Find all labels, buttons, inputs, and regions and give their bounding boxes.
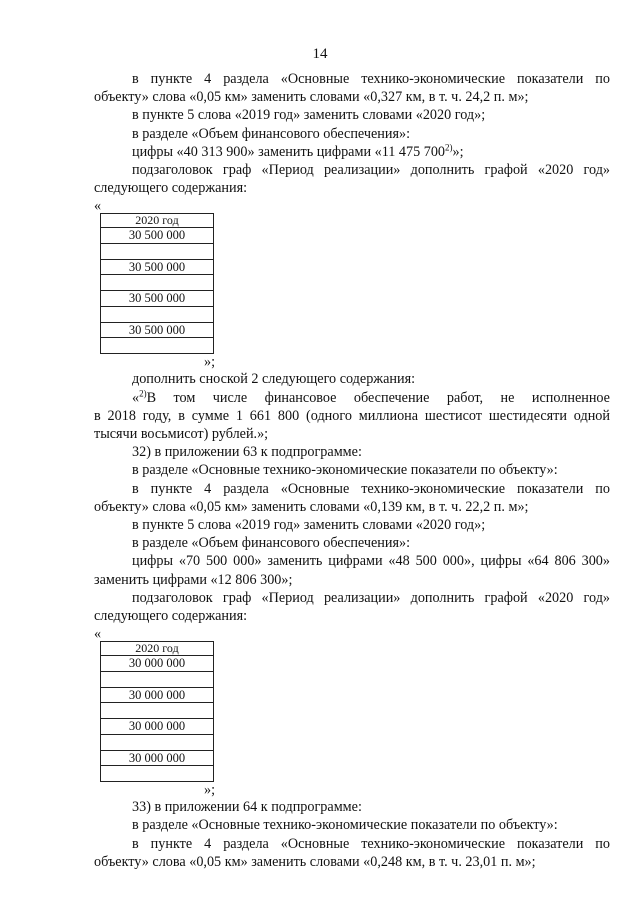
table-cell-empty: [101, 703, 214, 719]
table-cell: 30 500 000: [101, 291, 214, 307]
paragraph-line: в разделе «Основные технико-экономические показатели по объекту»:: [132, 817, 558, 834]
text-span: цифры «40 313 900» заменить цифрами «11 475 700: [132, 143, 446, 160]
paragraph-line: в пункте 4 раздела «Основные технико-экономические показатели по: [132, 835, 610, 852]
table-2020-2: [100, 641, 214, 782]
quote-close: »;: [204, 782, 216, 799]
text-span: В том числе финансовое обеспечение работ, не исполненное: [146, 389, 610, 406]
table-cell: 30 000 000: [101, 687, 214, 703]
table-2020-2-wrapper: [100, 641, 610, 782]
table-cell-empty: [101, 306, 214, 322]
paragraph-line: подзаголовок граф «Период реализации» дополнить графой «2020 год»: [132, 589, 610, 606]
footnote-mark: 2): [445, 142, 453, 153]
paragraph-line: в пункте 4 раздела «Основные технико-экономические показатели по: [132, 71, 610, 87]
footnote-mark: 2): [139, 387, 147, 398]
table-2020-1-wrapper: [100, 213, 610, 354]
paragraph-line: следующего содержания:: [94, 180, 248, 197]
quote-open: «: [94, 626, 102, 643]
table-cell-empty: [101, 338, 214, 354]
table-cell: 30 500 000: [101, 228, 214, 244]
paragraph-line: объекту» слова «0,05 км» заменить словами «0,248 км, в т. ч. 23,01 п. м»;: [94, 853, 536, 870]
paragraph-line: [94, 389, 610, 407]
paragraph-line: в пункте 5 слова «2019 год» заменить словами «2020 год»;: [132, 517, 486, 534]
paragraph-line: в разделе «Основные технико-экономические показатели по объекту»:: [132, 462, 558, 479]
page-number: 14: [312, 46, 328, 62]
paragraph-line: дополнить сноской 2 следующего содержания:: [132, 371, 416, 388]
paragraph-line: заменить цифрами «12 806 300»;: [94, 571, 293, 588]
table-cell: 30 000 000: [101, 750, 214, 766]
paragraph-line: подзаголовок граф «Период реализации» дополнить графой «2020 год»: [132, 162, 610, 179]
table-cell: 30 000 000: [101, 719, 214, 735]
paragraph-line: объекту» слова «0,05 км» заменить словами «0,327 км, в т. ч. 24,2 п. м»;: [94, 89, 529, 106]
paragraph-line: в пункте 4 раздела «Основные технико-экономические показатели по: [132, 480, 610, 497]
table-header-cell: 2020 год: [101, 214, 214, 228]
paragraph-line: 32) в приложении 63 к подпрограмме:: [132, 444, 362, 461]
paragraph-line: тысячи восьмисот) рублей.»;: [94, 426, 269, 443]
table-cell-empty: [101, 671, 214, 687]
paragraph-line: цифры «70 500 000» заменить цифрами «48 500 000», цифры «64 806 300»: [132, 553, 610, 570]
document-body: [94, 70, 610, 871]
quote-close: »;: [204, 354, 216, 371]
paragraph-line: в разделе «Объем финансового обеспечения»:: [132, 125, 411, 142]
paragraph-line: следующего содержания:: [94, 608, 248, 625]
paragraph-line: в разделе «Объем финансового обеспечения»:: [132, 535, 411, 552]
paragraph-line: в 2018 году, в сумме 1 661 800 (одного миллиона шестисот шестидесяти одной: [94, 407, 610, 424]
paragraph-line: 33) в приложении 64 к подпрограмме:: [132, 799, 362, 816]
paragraph-line: объекту» слова «0,05 км» заменить словами «0,139 км, в т. ч. 22,2 п. м»;: [94, 498, 529, 515]
table-header-cell: 2020 год: [101, 642, 214, 656]
table-cell-empty: [101, 243, 214, 259]
text-span: »;: [452, 143, 464, 160]
paragraph-line: [94, 143, 610, 161]
quote-open: «: [94, 198, 102, 215]
table-cell-empty: [101, 275, 214, 291]
table-cell-empty: [101, 766, 214, 782]
table-cell: 30 000 000: [101, 656, 214, 672]
text-span: «: [132, 389, 140, 406]
table-cell: 30 500 000: [101, 259, 214, 275]
table-2020-1: [100, 213, 214, 354]
table-cell-empty: [101, 734, 214, 750]
paragraph-line: в пункте 5 слова «2019 год» заменить словами «2020 год»;: [132, 107, 486, 124]
table-cell: 30 500 000: [101, 322, 214, 338]
